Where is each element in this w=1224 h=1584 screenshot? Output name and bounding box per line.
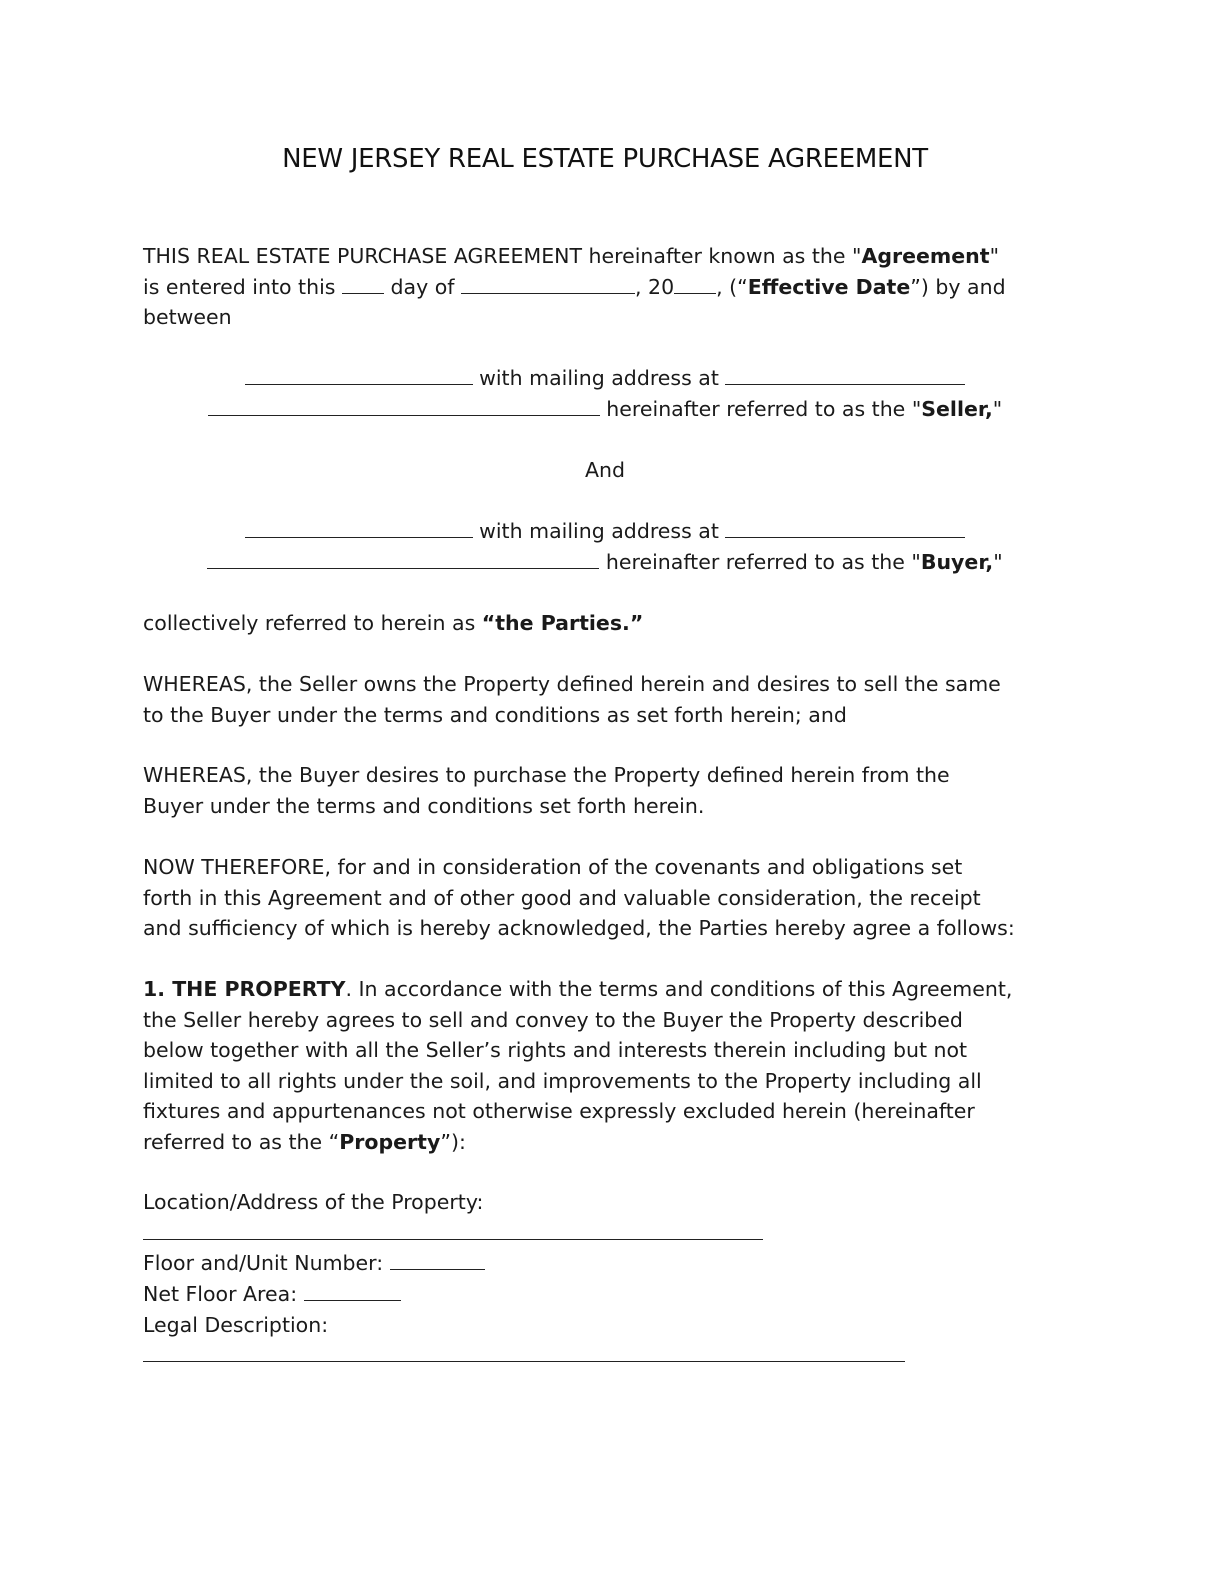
buyer-address-blank[interactable] bbox=[725, 517, 965, 538]
whereas-paragraph-2: WHEREAS, the Buyer desires to purchase the Property defined herein from the Buyer under the terms and conditions set forth herein. bbox=[143, 763, 950, 818]
floor-unit-blank[interactable] bbox=[390, 1249, 485, 1270]
whereas-paragraph-1: WHEREAS, the Seller owns the Property defined herein and desires to sell the same to the Buyer under the terms and conditions as set forth herein; and bbox=[143, 672, 1001, 727]
net-floor-area-field: Net Floor Area: bbox=[143, 1279, 1083, 1310]
buyer-address-blank-2[interactable] bbox=[207, 548, 599, 569]
now-therefore-paragraph: NOW THEREFORE, for and in consideration of the covenants and obligations set forth in this Agreement and of other good and valuable consideration, the receipt and sufficiency of which is hereby acknowledged, the Parties hereby agree a follows: bbox=[143, 855, 1015, 941]
buyer-line-1: with mailing address at bbox=[0, 516, 1210, 547]
legal-description-blank[interactable] bbox=[143, 1361, 905, 1362]
legal-description-label: Legal Description: bbox=[143, 1313, 329, 1337]
day-blank[interactable] bbox=[342, 273, 384, 294]
section-1-property: 1. THE PROPERTY. In accordance with the terms and conditions of this Agreement, the Seller hereby agrees to sell and convey to the Buyer the Property described below together with all the Seller’s rights and interests therein including but not limited to all rights under the soil, and improvements to the Property including all fixtures and appurtenances not otherwise expressly excluded herein (hereinafter referred to as the “Property”): bbox=[143, 977, 1013, 1154]
seller-address-blank[interactable] bbox=[725, 364, 965, 385]
parties-term: “the Parties.” bbox=[481, 611, 644, 635]
and-text: And bbox=[584, 458, 626, 482]
seller-address-blank-2[interactable] bbox=[208, 395, 600, 416]
section-1-heading: 1. THE PROPERTY bbox=[143, 977, 346, 1001]
seller-line-2: hereinafter referred to as the "Seller," bbox=[0, 394, 1210, 425]
intro-paragraph bbox=[143, 241, 1083, 333]
intro-line-1: THIS REAL ESTATE PURCHASE AGREEMENT hereinafter known as the "Agreement" bbox=[143, 244, 1000, 268]
buyer-name-blank[interactable] bbox=[245, 517, 473, 538]
agreement-term: Agreement bbox=[861, 244, 990, 268]
seller-term: Seller, bbox=[921, 397, 993, 421]
seller-name-blank[interactable] bbox=[245, 364, 473, 385]
net-floor-area-blank[interactable] bbox=[304, 1280, 401, 1301]
year-blank[interactable] bbox=[674, 273, 716, 294]
buyer-term: Buyer, bbox=[920, 550, 994, 574]
intro-line-3: between bbox=[143, 305, 232, 330]
intro-line-2: is entered into this day of , 20 , (“Effective Date”) by and bbox=[143, 274, 1006, 299]
location-label: Location/Address of the Property: bbox=[143, 1190, 484, 1214]
buyer-line-2: hereinafter referred to as the "Buyer," bbox=[0, 547, 1210, 578]
month-blank[interactable] bbox=[461, 273, 635, 294]
effective-date-term: Effective Date bbox=[747, 274, 911, 299]
location-address-blank[interactable] bbox=[143, 1239, 763, 1240]
collectively-paragraph: collectively referred to herein as “the Parties.” bbox=[143, 611, 644, 635]
floor-unit-field: Floor and/Unit Number: bbox=[143, 1248, 1083, 1279]
property-term: Property bbox=[339, 1129, 441, 1154]
seller-line-1: with mailing address at bbox=[0, 363, 1210, 394]
document-title: NEW JERSEY REAL ESTATE PURCHASE AGREEMENT bbox=[282, 144, 928, 174]
